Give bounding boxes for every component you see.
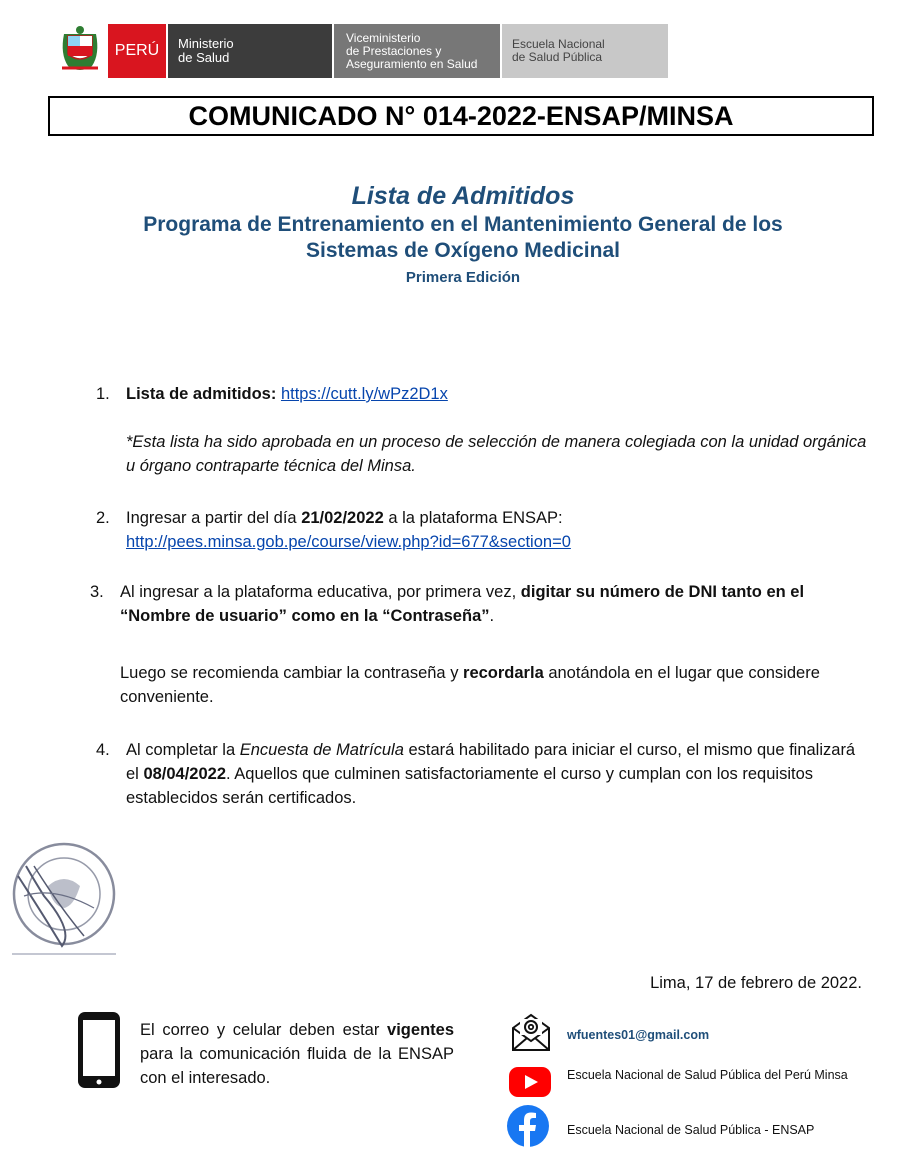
email-icon	[510, 1012, 552, 1052]
facebook-icon	[506, 1104, 550, 1148]
item-2-post: a la plataforma ENSAP:	[383, 509, 563, 527]
vice-line2: de Prestaciones y	[346, 43, 442, 58]
escuela-line1: Escuela Nacional	[512, 37, 605, 51]
document-date: Lima, 17 de febrero de 2022.	[650, 974, 862, 992]
peru-label: PERÚ	[108, 24, 166, 78]
document-title: COMUNICADO N° 014-2022-ENSAP/MINSA	[48, 96, 874, 136]
item-4-italic: Encuesta de Matrícula	[239, 741, 404, 759]
contact-note-post: para la comunicación fluida de la ENSAP con el interesado.	[140, 1045, 454, 1087]
item-3-post: .	[489, 607, 495, 625]
youtube-channel: Escuela Nacional de Salud Pública del Perú Minsa	[567, 1068, 848, 1082]
header-logos	[58, 24, 668, 78]
item-4-pre: Al completar la	[126, 741, 240, 759]
contact-note-bold: vigentes	[387, 1021, 454, 1039]
item-3-number: 3.	[90, 583, 104, 601]
contact-note-pre: El correo y celular deben estar	[140, 1021, 388, 1039]
edition-label: Primera Edición	[405, 269, 521, 286]
item-2-pre: Ingresar a partir del día	[126, 509, 302, 527]
item-4-date: 08/04/2022	[143, 765, 227, 783]
item-1-number: 1.	[96, 385, 110, 403]
item-3b-post: anotándola en el lugar que considere conveniente.	[120, 664, 820, 706]
item-4	[126, 738, 868, 810]
item-3-followup	[120, 661, 860, 709]
item-2-number: 2.	[96, 509, 110, 527]
item-3-pre: Al ingresar a la plataforma educativa, por primera vez,	[120, 583, 521, 601]
peru-coat-of-arms-icon	[58, 24, 102, 74]
item-4-number: 4.	[96, 741, 110, 759]
escuela-block	[502, 24, 668, 78]
vice-line3: Aseguramiento en Salud	[346, 56, 478, 71]
contact-note	[140, 1018, 454, 1090]
admitted-list-link[interactable]: https://cutt.ly/wPz2D1x	[280, 385, 448, 403]
ministerio-line1: Ministerio	[178, 36, 234, 51]
ensap-platform-link[interactable]: http://pees.minsa.gob.pe/course/view.php?id=677&section=0	[126, 533, 571, 551]
program-line2: Sistemas de Oxígeno Medicinal	[306, 239, 620, 262]
escuela-line2: de Salud Pública	[512, 50, 603, 64]
item-3b-pre: Luego se recomienda cambiar la contraseña y	[120, 664, 464, 682]
contact-email[interactable]: wfuentes01@gmail.com	[567, 1028, 710, 1042]
ministerio-block	[168, 24, 332, 78]
item-1	[126, 382, 866, 406]
facebook-page: Escuela Nacional de Salud Pública - ENSAP	[567, 1123, 815, 1137]
program-heading	[0, 212, 900, 264]
item-1-label: Lista de admitidos:	[126, 385, 277, 403]
item-3	[120, 580, 860, 628]
item-4-mid: estará habilitado para iniciar el curso, el mismo que finalizará el	[126, 741, 856, 783]
mobile-phone-icon	[76, 1010, 122, 1090]
vice-line1: Viceministerio	[346, 30, 421, 45]
item-2	[126, 506, 866, 554]
item-3-bold: digitar su número de DNI tanto en el “Nombre de usuario” como en la “Contraseña”	[120, 583, 805, 625]
program-line1: Programa de Entrenamiento en el Mantenimiento General de los	[143, 213, 783, 236]
youtube-icon	[508, 1064, 552, 1100]
list-heading: Lista de Admitidos	[351, 182, 575, 210]
ministerio-line2: de Salud	[178, 50, 230, 65]
item-3b-bold: recordarla	[463, 664, 544, 682]
item-1-note: *Esta lista ha sido aprobada en un proceso de selección de manera colegiada con la unidad orgánica u órgano contraparte técnica del Minsa.	[126, 433, 867, 475]
item-4-post: . Aquellos que culminen satisfactoriamente el curso y cumplan con los requisitos establecidos serán certificados.	[126, 765, 813, 807]
official-seal-icon	[4, 836, 124, 966]
viceministerio-block	[334, 24, 500, 78]
item-2-date: 21/02/2022	[301, 509, 384, 527]
